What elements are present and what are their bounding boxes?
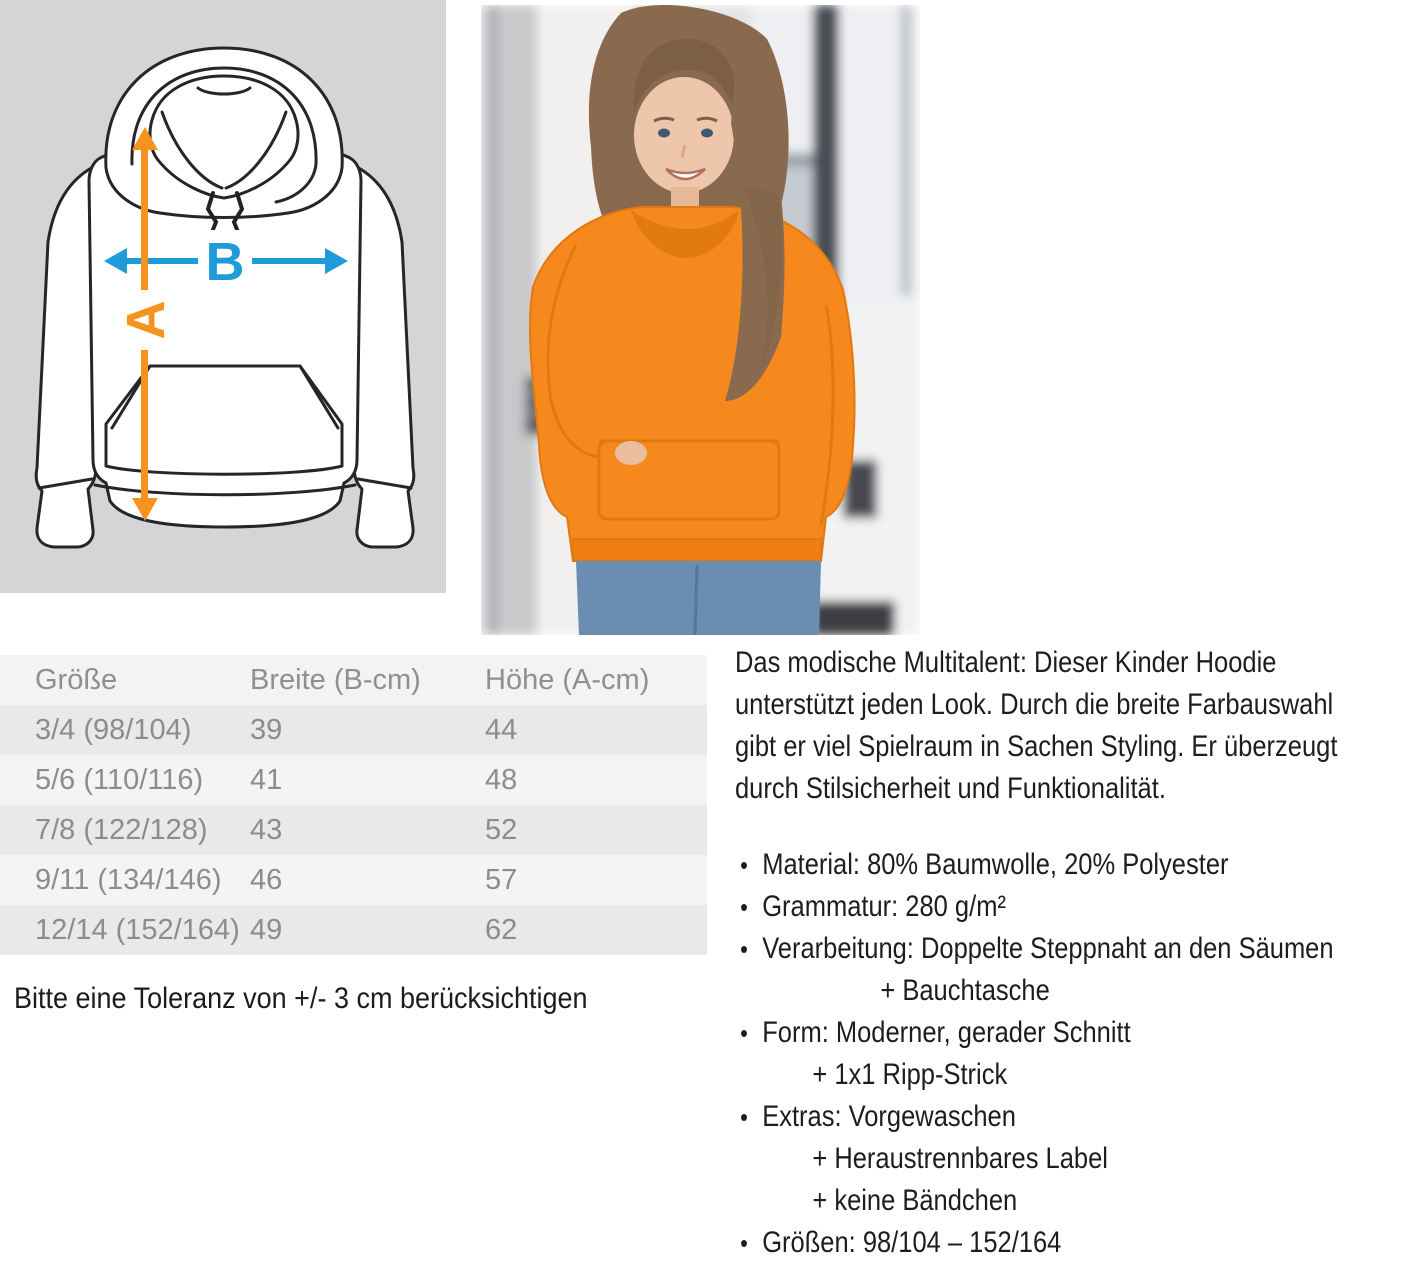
column-header-groesse: Größe xyxy=(35,664,118,696)
size-cell: 5/6 (110/116) xyxy=(35,764,204,796)
bullet-icon: • xyxy=(740,850,748,880)
feature-item-extras xyxy=(735,1096,1416,1138)
feature-text: Grammatur: 280 g/m² xyxy=(762,890,1006,923)
product-photo xyxy=(481,5,920,635)
bullet-icon: • xyxy=(740,1228,748,1258)
feature-text: Material: 80% Baumwolle, 20% Polyester xyxy=(762,848,1229,881)
height-cell: 57 xyxy=(485,864,518,896)
width-cell: 39 xyxy=(250,714,283,746)
width-arrow-label: B xyxy=(205,232,245,292)
description-line: durch Stilsicherheit und Funktionalität. xyxy=(735,772,1166,805)
model-hem-band xyxy=(573,539,821,561)
product-description xyxy=(735,642,1416,1264)
bullet-icon: • xyxy=(740,892,748,922)
model-jeans-seam xyxy=(695,565,697,635)
column-header-breite: Breite (B-cm) xyxy=(250,664,421,696)
height-cell: 48 xyxy=(485,764,518,796)
feature-text: Form: Moderner, gerader Schnitt xyxy=(762,1016,1131,1049)
feature-text: Größen: 98/104 – 152/164 xyxy=(762,1226,1062,1259)
feature-item-continuation xyxy=(735,1138,1416,1180)
size-table-row xyxy=(0,705,707,755)
width-cell: 46 xyxy=(250,864,283,896)
model-right-eye xyxy=(701,129,713,138)
column-header-hoehe: Höhe (A-cm) xyxy=(485,664,650,696)
description-line: Das modische Multitalent: Dieser Kinder Hoodie xyxy=(735,646,1277,679)
height-arrow-label: A xyxy=(116,300,176,340)
size-diagram-panel xyxy=(0,0,446,593)
feature-text: + Bauchtasche xyxy=(880,974,1050,1007)
height-cell: 62 xyxy=(485,914,518,946)
hoodie-measurement-diagram xyxy=(0,0,446,593)
description-line: unterstützt jeden Look. Durch die breite Farbauswahl xyxy=(735,688,1334,721)
model-hand-in-pocket xyxy=(615,441,647,465)
feature-text: + keine Bändchen xyxy=(812,1184,1018,1217)
size-cell: 3/4 (98/104) xyxy=(35,714,192,746)
feature-item-groessen xyxy=(735,1222,1416,1264)
feature-item-form xyxy=(735,1012,1416,1054)
size-cell: 9/11 (134/146) xyxy=(35,864,222,896)
size-table xyxy=(0,655,707,955)
size-table-row xyxy=(0,855,707,905)
height-cell: 52 xyxy=(485,814,518,846)
bullet-icon: • xyxy=(740,1018,748,1048)
model-jeans xyxy=(576,561,821,635)
feature-list xyxy=(735,844,1416,1264)
size-table-row xyxy=(0,905,707,955)
feature-item-continuation xyxy=(735,1180,1416,1222)
feature-text: + 1x1 Ripp-Strick xyxy=(812,1058,1008,1091)
feature-item-grammatur xyxy=(735,886,1416,928)
hoodie-outline-figure xyxy=(36,48,414,547)
width-cell: 43 xyxy=(250,814,283,846)
tolerance-note: Bitte eine Toleranz von +/- 3 cm berücksichtigen xyxy=(14,982,588,1015)
feature-text: Verarbeitung: Doppelte Steppnaht an den Säumen xyxy=(762,932,1334,965)
size-table-row xyxy=(0,755,707,805)
width-cell: 49 xyxy=(250,914,283,946)
size-cell: 7/8 (122/128) xyxy=(35,814,208,846)
width-cell: 41 xyxy=(250,764,283,796)
product-photo-illustration xyxy=(481,5,920,635)
height-cell: 44 xyxy=(485,714,518,746)
feature-item-continuation xyxy=(735,970,1416,1012)
bullet-icon: • xyxy=(740,1102,748,1132)
bullet-icon: • xyxy=(740,934,748,964)
feature-text: + Heraustrennbares Label xyxy=(812,1142,1108,1175)
size-cell: 12/14 (152/164) xyxy=(35,914,240,946)
feature-item-continuation xyxy=(735,1054,1416,1096)
size-table-row xyxy=(0,805,707,855)
size-table-header-row xyxy=(0,655,707,705)
feature-text: Extras: Vorgewaschen xyxy=(762,1100,1016,1133)
feature-item-verarbeitung xyxy=(735,928,1416,970)
model-left-eye xyxy=(658,129,670,138)
description-line: gibt er viel Spielraum in Sachen Styling. Er überzeugt xyxy=(735,730,1338,763)
feature-item-material xyxy=(735,844,1416,886)
